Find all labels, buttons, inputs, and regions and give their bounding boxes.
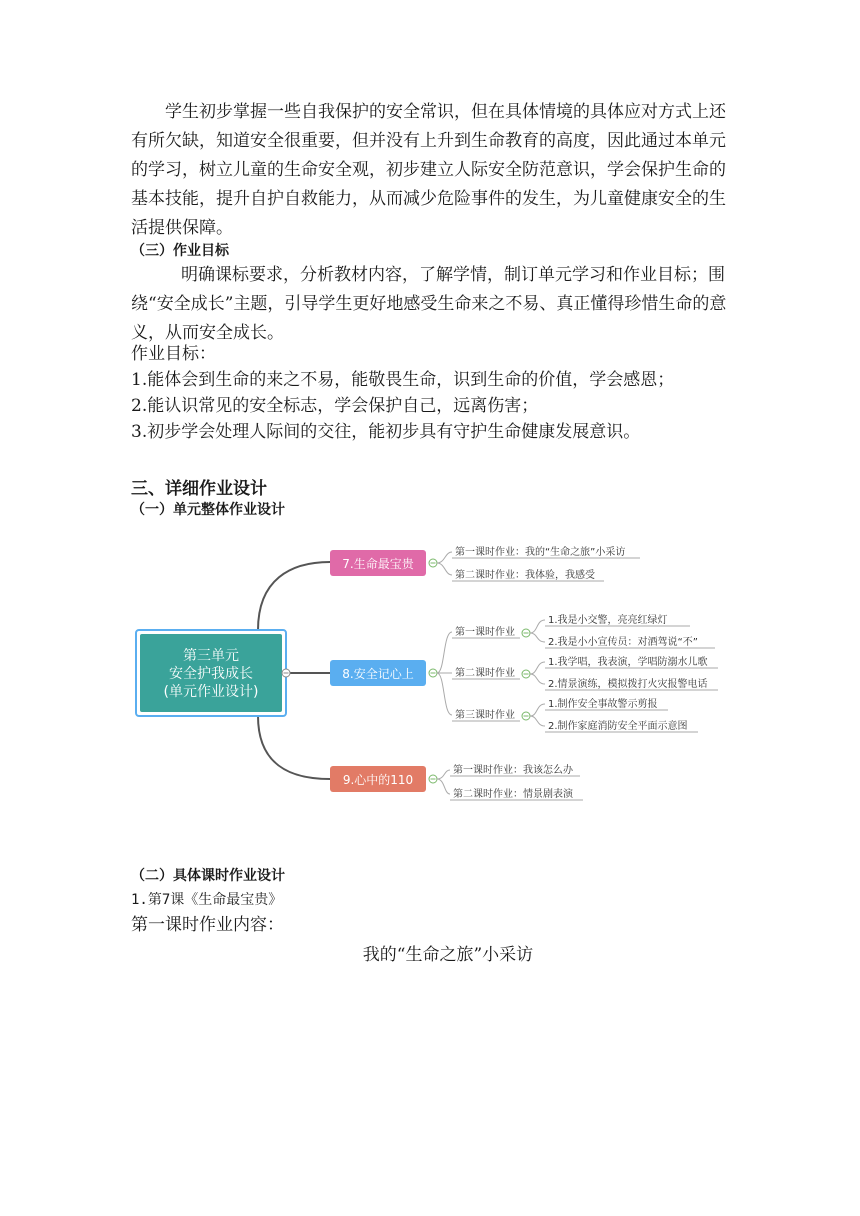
lesson-1-title: 1.第7课《生命最宝贵》	[131, 892, 283, 908]
mindmap-b8-lesson-1: 第一课时作业	[455, 627, 515, 638]
mindmap-branch-9-label: 9.心中的110	[342, 773, 414, 787]
goal-item-1: 1.能体会到生命的来之不易，能敬畏生命，识到生命的价值，学会感恩；	[131, 370, 675, 390]
section-3-heading: （三）作业目标	[131, 243, 229, 259]
mindmap-b8-l1-item-2: 2.我是小小宣传员：对酒驾说“不”	[548, 637, 698, 648]
mindmap-b9-child-1: 第一课时作业：我该怎么办	[453, 765, 573, 776]
lesson-1-topic: 我的“生命之旅”小采访	[362, 945, 534, 965]
intro-paragraph: 学生初步掌握一些自我保护的安全常识，但在具体情境的具体应对方式上还有所欠缺，知道安全很重要，但并没有上升到生命教育的高度，因此通过本单元的学习，树立儿童的生命安全观，初步建立人际安全防范意识，学会保护生命的基本技能，提升自护自救能力，从而减少危险事件的发生，为儿童健康安全的生活提供保障。	[131, 102, 726, 238]
chapter-heading: 三、详细作业设计	[131, 479, 267, 499]
mindmap-b8-l3-item-1: 1.制作安全事故警示剪报	[548, 699, 658, 710]
mindmap-b8-l2-item-1: 1.我学唱，我表演，学唱防溺水儿歌	[548, 657, 708, 668]
goals-label: 作业目标：	[131, 344, 216, 364]
mindmap-branch-7-label: 7.生命最宝贵	[342, 557, 414, 571]
mindmap-b8-l2-item-2: 2.情景演练，模拟拨打火灾报警电话	[548, 679, 708, 690]
mindmap-root-line-3: (单元作业设计)	[163, 684, 259, 700]
mind-map	[0, 520, 860, 820]
goal-paragraph: 明确课标要求，分析教材内容，了解学情，制订单元学习和作业目标；围绕“安全成长”主题，引导学生更好地感受生命来之不易、真正懂得珍惜生命的意义，从而安全成长。	[131, 265, 727, 343]
mindmap-branch-8-label: 8.安全记心上	[342, 667, 414, 681]
mindmap-b7-child-2: 第二课时作业：我体验，我感受	[455, 570, 595, 581]
mindmap-root-line-2: 安全护我成长	[169, 666, 253, 682]
goal-item-2: 2.能认识常见的安全标志，学会保护自己，远离伤害；	[131, 396, 539, 416]
lesson-design-heading: （二）具体课时作业设计	[131, 868, 285, 884]
unit-design-heading: （一）单元整体作业设计	[131, 502, 285, 518]
lesson-1-label: 第一课时作业内容：	[131, 915, 284, 935]
mindmap-root-line-1: 第三单元	[183, 648, 239, 664]
mindmap-b9-child-2: 第二课时作业：情景剧表演	[453, 789, 573, 800]
mindmap-b8-lesson-2: 第二课时作业	[455, 668, 515, 679]
mindmap-b7-child-1: 第一课时作业：我的“生命之旅”小采访	[455, 547, 626, 558]
mindmap-b8-lesson-3: 第三课时作业	[455, 710, 515, 721]
goal-item-3: 3.初步学会处理人际间的交往，能初步具有守护生命健康发展意识。	[131, 422, 641, 442]
mindmap-b8-l3-item-2: 2.制作家庭消防安全平面示意图	[548, 721, 688, 732]
mindmap-b8-l1-item-1: 1.我是小交警，亮亮红绿灯	[548, 615, 668, 626]
